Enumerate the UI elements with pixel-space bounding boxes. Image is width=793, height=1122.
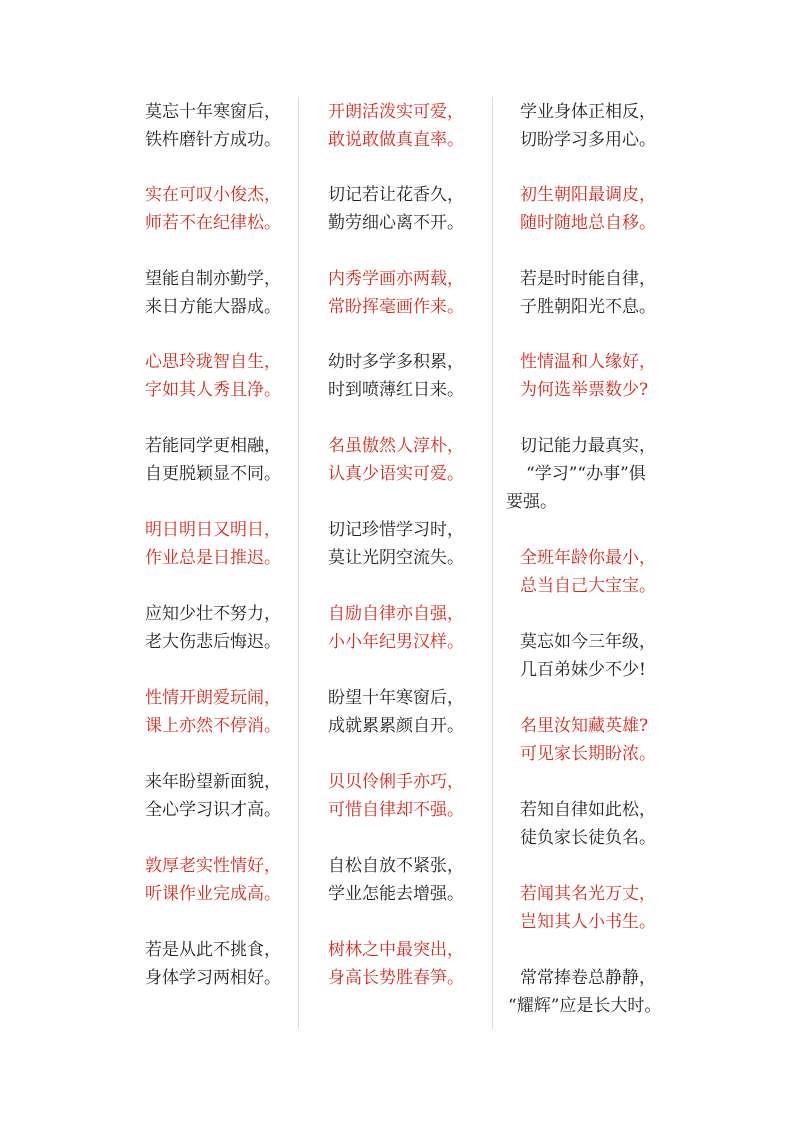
verse-line: 切记能力最真实， bbox=[520, 436, 656, 456]
verse-line: 初生朝阳最调皮， bbox=[520, 185, 656, 205]
verse bbox=[299, 432, 493, 488]
verse bbox=[494, 181, 793, 237]
verse-line: 应知少壮不努力， bbox=[145, 604, 281, 624]
verse bbox=[0, 348, 298, 404]
verse-line: 切记珍惜学习时， bbox=[328, 520, 464, 540]
verse-line: 性情开朗爱玩闹， bbox=[145, 688, 281, 708]
verse-line: 莫让光阴空流失。 bbox=[328, 548, 464, 568]
verse-line: 常盼挥毫画作来。 bbox=[328, 297, 464, 317]
verse-line: 子胜朝阳光不息。 bbox=[520, 297, 656, 317]
verse bbox=[0, 181, 298, 237]
verse-line: 可惜自律却不强。 bbox=[328, 800, 464, 820]
verse-line: 性情温和人缘好， bbox=[520, 352, 656, 372]
verse-line: 小小年纪男汉样。 bbox=[328, 632, 464, 652]
verse bbox=[494, 628, 793, 684]
verse-line: 身高长势胜春笋。 bbox=[328, 968, 464, 988]
verse-line: 为何选举票数少? bbox=[520, 380, 649, 400]
verse bbox=[494, 712, 793, 768]
verse-line: 若闻其名光万丈， bbox=[520, 884, 656, 904]
verse-line: 可见家长期盼浓。 bbox=[520, 744, 656, 764]
verse bbox=[299, 768, 493, 824]
verse-line: 来日方能大器成。 bbox=[145, 297, 281, 317]
column-divider bbox=[492, 97, 493, 1029]
verse bbox=[0, 852, 298, 908]
verse-line: 敦厚老实性情好， bbox=[145, 856, 281, 876]
verse-line: 作业总是日推迟。 bbox=[145, 548, 281, 568]
verse-line: 切记若让花香久， bbox=[328, 185, 464, 205]
verse-line: 身体学习两相好。 bbox=[145, 968, 281, 988]
verse-line: 来年盼望新面貌， bbox=[145, 772, 281, 792]
verse-line: 总当自己大宝宝。 bbox=[520, 576, 656, 596]
verse-line: 开朗活泼实可爱， bbox=[328, 102, 464, 122]
verse bbox=[299, 684, 493, 740]
verse-line: “学习”“办事”俱 bbox=[526, 464, 646, 484]
verse-line: 学业怎能去增强。 bbox=[328, 884, 464, 904]
verse-line: 师若不在纪律松。 bbox=[145, 213, 281, 233]
verse bbox=[299, 936, 493, 992]
verse-line: 成就累累颜自开。 bbox=[328, 716, 464, 736]
verse-line: 名里汝知藏英雄? bbox=[520, 716, 649, 736]
verse-line: 认真少语实可爱。 bbox=[328, 464, 464, 484]
verse bbox=[0, 98, 298, 154]
column-1 bbox=[0, 0, 298, 1122]
verse bbox=[299, 265, 493, 321]
verse bbox=[494, 432, 793, 516]
column-3 bbox=[494, 0, 793, 1122]
verse-line: 望能自制亦勤学， bbox=[145, 269, 281, 289]
verse-line: 岂知其人小书生。 bbox=[520, 912, 656, 932]
column-2 bbox=[299, 0, 493, 1122]
verse-line: 莫忘如今三年级， bbox=[520, 632, 656, 652]
verse-line: 树林之中最突出， bbox=[328, 940, 464, 960]
verse bbox=[494, 964, 793, 1020]
verse-line: 盼望十年寒窗后， bbox=[328, 688, 464, 708]
verse-line: “耀辉”应是长大时。 bbox=[508, 996, 662, 1016]
verse-line: 明日明日又明日， bbox=[145, 520, 281, 540]
verse-line: 幼时多学多积累， bbox=[328, 352, 464, 372]
verse bbox=[0, 600, 298, 656]
verse-line: 时到喷薄红日来。 bbox=[328, 380, 464, 400]
verse-line: 几百弟妹少不少! bbox=[520, 660, 646, 680]
verse-line: 若是时时能自律， bbox=[520, 269, 656, 289]
verse-line: 铁杵磨针方成功。 bbox=[145, 130, 281, 150]
verse-line: 勤劳细心离不开。 bbox=[328, 213, 464, 233]
verse-line: 若知自律如此松， bbox=[520, 800, 656, 820]
verse-line: 全心学习识才高。 bbox=[145, 800, 281, 820]
verse-line: 随时随地总自移。 bbox=[520, 213, 656, 233]
verse bbox=[0, 265, 298, 321]
verse-line: 自松自放不紧张， bbox=[328, 856, 464, 876]
verse bbox=[299, 348, 493, 404]
verse-line: 要强。 bbox=[506, 492, 557, 512]
verse bbox=[299, 600, 493, 656]
verse-line: 敢说敢做真直率。 bbox=[328, 130, 464, 150]
verse bbox=[299, 516, 493, 572]
verse bbox=[494, 348, 793, 404]
verse-line: 常常捧卷总静静， bbox=[520, 968, 656, 988]
verse bbox=[494, 544, 793, 600]
verse-line: 全班年龄你最小， bbox=[520, 548, 656, 568]
verse-line: 若是从此不挑食， bbox=[145, 940, 281, 960]
verse-line: 切盼学习多用心。 bbox=[520, 130, 656, 150]
verse bbox=[0, 684, 298, 740]
verse bbox=[299, 98, 493, 154]
verse-line: 徒负家长徒负名。 bbox=[520, 828, 656, 848]
verse bbox=[494, 265, 793, 321]
verse-line: 字如其人秀且净。 bbox=[145, 380, 281, 400]
verse bbox=[0, 768, 298, 824]
verse-line: 心思玲珑智自生， bbox=[145, 352, 281, 372]
verse bbox=[494, 796, 793, 852]
verse-line: 莫忘十年寒窗后， bbox=[145, 102, 281, 122]
verse bbox=[299, 852, 493, 908]
verse-line: 自励自律亦自强， bbox=[328, 604, 464, 624]
verse-line: 贝贝伶俐手亦巧， bbox=[328, 772, 464, 792]
verse-line: 听课作业完成高。 bbox=[145, 884, 281, 904]
verse-line: 若能同学更相融， bbox=[145, 436, 281, 456]
verse-line: 自更脱颖显不同。 bbox=[145, 464, 281, 484]
verse-line: 名虽傲然人淳朴， bbox=[328, 436, 464, 456]
verse-line: 老大伤悲后悔迟。 bbox=[145, 632, 281, 652]
verse-line: 内秀学画亦两载， bbox=[328, 269, 464, 289]
verse-line: 课上亦然不停消。 bbox=[145, 716, 281, 736]
verse bbox=[0, 936, 298, 992]
verse bbox=[0, 516, 298, 572]
verse bbox=[299, 181, 493, 237]
verse-line: 学业身体正相反， bbox=[520, 102, 656, 122]
verse bbox=[494, 98, 793, 154]
verse-line: 实在可叹小俊杰， bbox=[145, 185, 281, 205]
verse bbox=[494, 880, 793, 936]
verse bbox=[0, 432, 298, 488]
